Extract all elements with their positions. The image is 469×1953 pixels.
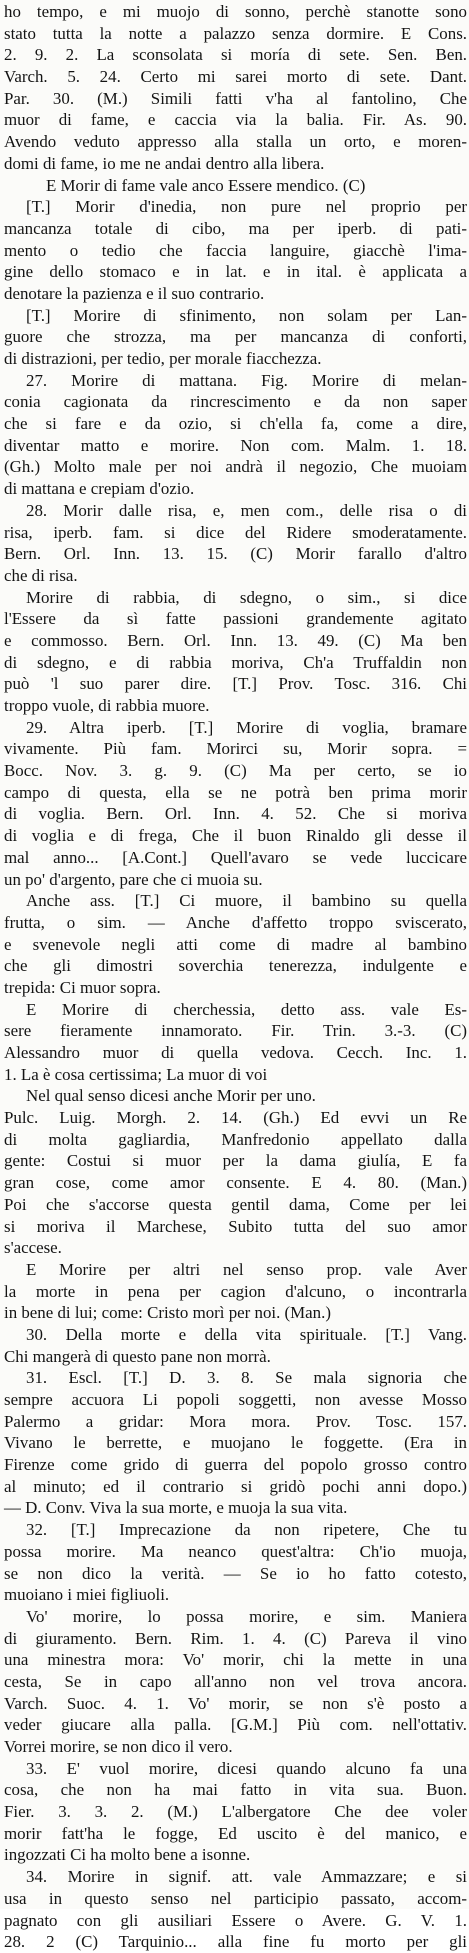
text-line: — D. Conv. Viva la sua morte, e muoja la sua vita.	[4, 1498, 348, 1518]
text-line: che gli dimostri soverchia tenerezza, indulgente e	[4, 956, 467, 976]
text-line: 27. Morire di mattana. Fig. Morire di melan-	[26, 370, 467, 390]
text-line: vivamente. Più fam. Morirci su, Morir sopra. =	[4, 739, 467, 759]
text-line: Nel qual senso dicesi anche Morir per uno.	[26, 1086, 316, 1106]
text-line: Varch. 5. 24. Certo mi sarei morto di sete. Dant.	[4, 67, 467, 87]
text-line: di mattana e crepiam d'ozio.	[4, 479, 195, 499]
text-line: sempre accuora Li popoli soggetti, non avesse Mosso	[4, 1390, 467, 1409]
text-line: [T.] Morir d'inedia, non pure nel proprio per	[26, 197, 467, 217]
text-line: 30. Della morte e della vita spirituale. [T.] Vang.	[26, 1324, 467, 1344]
text-line: Chi mangerà di questo pane non morrà.	[4, 1346, 271, 1366]
text-line: di sdegno, e di rabbia moriva, Ch'a Truffaldin non	[4, 652, 467, 672]
text-line: l'Essere da sì fatte passioni grandemente agitato	[4, 609, 467, 629]
text-line: morir fatt'ha le fogge, Ed uscito è del manico, e	[4, 1823, 467, 1843]
text-line: cesta, Se in capo all'anno non vel trova ancora.	[4, 1671, 467, 1691]
text-line: stato tutta la notte a palazzo senza dormire. E Cons.	[4, 23, 467, 43]
text-line: Bern. Orl. Inn. 13. 15. (C) Morir farallo d'altro	[4, 544, 467, 564]
text-line: 2. 9. 2. La sconsolata si moría di sete. Sen. Ben.	[4, 45, 467, 65]
text-line: guore che strozza, ma per mancanza di conforti,	[4, 327, 467, 347]
text-line: campo di questa, ella se ne potrà ben prima morir	[4, 782, 467, 802]
text-line: pagnato con gli ausiliari Essere o Avere. G. V. 1.	[4, 1910, 467, 1930]
text-line: possa morire. Ma neanco quest'altra: Ch'io muoja,	[4, 1541, 467, 1561]
text-line: e commosso. Bern. Orl. Inn. 13. 49. (C) Ma ben	[4, 630, 467, 650]
text-line: la morte in pena per cagion d'alcuno, o incontrarla	[4, 1281, 467, 1301]
text-line: ho tempo, e mi muojo di sonno, perchè stanotte sono	[4, 2, 467, 21]
text-line: che di risa.	[4, 565, 78, 585]
text-line: Pulc. Luig. Morgh. 2. 14. (Gh.) Ed evvi un Re	[4, 1108, 467, 1128]
text-line: sere fieramente innamorato. Fir. Trin. 3.-3. (C)	[4, 1021, 467, 1041]
text-line: Firenze come grido di guerra del popolo grosso contro	[4, 1455, 467, 1475]
text-line: E Morir di fame vale anco Essere mendico. (C)	[46, 175, 366, 195]
text-line: gente: Costui si muor per la dama giulía, E fa	[4, 1151, 467, 1171]
text-line: 34. Morire in signif. att. vale Ammazzare; e si	[26, 1867, 467, 1887]
text-line: diventar matto e morire. Non com. Malm. 1. 18.	[4, 435, 467, 455]
text-line: [T.] Morire di sfinimento, non solam per Lan-	[26, 305, 467, 325]
text-line: Vo' morire, lo possa morire, e sim. Maniera	[26, 1606, 467, 1626]
text-line: Par. 30. (M.) Simili fatti v'ha al fantolino, Che	[4, 88, 467, 108]
text-line: Poi che s'accorse questa gentil dama, Come per lei	[4, 1194, 467, 1214]
text-line: mal anno... [A.Cont.] Quell'avaro se vede luccicare	[4, 847, 467, 867]
text-line: 29. Altra iperb. [T.] Morire di voglia, bramare	[26, 717, 467, 737]
text-line: denotare la pazienza e il suo contrario.	[4, 283, 265, 303]
text-line: Bocc. Nov. 3. g. 9. (C) Ma per certo, se io	[4, 761, 467, 781]
text-line: usa in questo senso nel participio passato, accom-	[4, 1888, 467, 1908]
text-line: Avendo veduto appresso alla stalla un orto, e moren-	[4, 132, 467, 152]
text-line: di voglia e di frega, Che il buon Rinaldo gli desse il	[4, 826, 467, 846]
text-line: ingozzati Ci ha molto bene a isonne.	[4, 1845, 251, 1865]
text-line: Palermo a gridar: Mora mora. Prov. Tosc. 157.	[4, 1411, 467, 1431]
text-line: può 'l suo parer dire. [T.] Prov. Tosc. 316. Chi	[4, 674, 467, 694]
text-line: Vivano le berrette, e muojano le foggette. (Era in	[4, 1433, 467, 1453]
text-line: gran cose, come amor consente. E 4. 80. (Man.)	[4, 1173, 467, 1193]
text-line: Alessandro muor di quella vedova. Cecch. Inc. 1.	[4, 1043, 467, 1062]
text-line: di giuramento. Bern. Rim. 1. 4. (C) Pareva il vino	[4, 1628, 467, 1648]
text-line: se non dico la verità. — Se io ho fatto cotesto,	[4, 1563, 467, 1583]
text-line: cosa, che non ha mai fatto in vita sua. Buon.	[4, 1780, 467, 1800]
text-line: domi di fame, io me ne andai dentro alla libera.	[4, 153, 325, 173]
text-line: E Morire per altri nel senso prop. vale Aver	[26, 1259, 467, 1279]
text-line: veder giucare alla palla. [G.M.] Più com. nell'ottativ.	[4, 1715, 467, 1735]
text-line: in bene di lui; come: Cristo morì per noi. (Man.)	[4, 1303, 331, 1323]
text-line: al minuto; ed il contrario si gridò pochi anni dopo.)	[4, 1476, 467, 1496]
text-line: gine dello stomaco e in lat. e in ital. è applicata a	[4, 262, 467, 282]
text-line: di voglia. Bern. Orl. Inn. 4. 52. Che si moriva	[4, 804, 467, 824]
text-line: trepida: Ci muor sopra.	[4, 977, 161, 997]
text-line: mento o tedio che faccia languire, giacchè l'ima-	[4, 240, 467, 260]
text-line: Vorrei morire, se non dico il vero.	[4, 1737, 233, 1756]
text-line: (Gh.) Molto male per noi andrà il negozio, Che muoiam	[4, 457, 467, 477]
text-line: 31. Escl. [T.] D. 3. 8. Se mala signoria che	[26, 1368, 467, 1388]
text-line: conia cagionata da rincrescimento e da non saper	[4, 392, 467, 412]
text-line: si moriva il Marchese, Subito tutta del suo amor	[4, 1216, 467, 1236]
text-line: e svenevole negli atti come di madre al bambino	[4, 934, 467, 954]
text-line: 28. 2 (C) Tarquinio... alla fine fu morto per gli	[4, 1932, 467, 1952]
text-line: mancanza totale di cibo, ma per iperb. di pati-	[4, 218, 467, 238]
text-line: muor di fame, e caccia via la balia. Fir. As. 90.	[4, 110, 467, 130]
text-line: frutta, o sim. — Anche d'affetto troppo svisceratо,	[4, 912, 467, 932]
text-line: 32. [T.] Imprecazione da non ripetere, Che tu	[26, 1520, 467, 1540]
text-line: 1. La è cosa certissima; La muor di voi	[4, 1064, 268, 1084]
text-line: di distrazioni, per tedio, per morale fiacchezza.	[4, 349, 322, 368]
text-line: Fier. 3. 3. 2. (M.) L'albergatore Che dee voler	[4, 1802, 467, 1822]
text-line: Varch. Suoc. 4. 1. Vo' morir, se non s'è posto a	[4, 1693, 467, 1713]
text-line: troppo vuole, di rabbia muore.	[4, 696, 210, 715]
text-line: 28. Morir dalle risa, e, men com., delle risa o di	[26, 500, 467, 520]
text-line: 33. E' vuol morire, dicesi quando alcuno fa una	[26, 1758, 467, 1778]
text-column	[4, 1, 467, 1953]
text-line: muoiano i miei figliuoli.	[4, 1585, 170, 1605]
text-line: Anche ass. [T.] Ci muore, il bambino su quella	[26, 891, 467, 911]
text-line: E Morire di cherchessia, detto ass. vale Es-	[26, 999, 467, 1019]
text-line: una minestra mora: Vo' morir, chi la mette in una	[4, 1650, 467, 1670]
text-line: che si fare e da ozio, si ch'ella fa, come a dire,	[4, 414, 467, 434]
text-line: un po' d'argento, pare che ci muoia su.	[4, 869, 263, 889]
text-line: s'accese.	[4, 1238, 62, 1258]
text-line: Morire di rabbia, di sdegno, o sim., si dice	[26, 587, 467, 607]
text-line: di molta gagliardia, Manfredonio appellato dalla	[4, 1129, 467, 1149]
text-line: risa, iperb. fam. si dice del Ridere smoderatamente.	[4, 522, 467, 542]
